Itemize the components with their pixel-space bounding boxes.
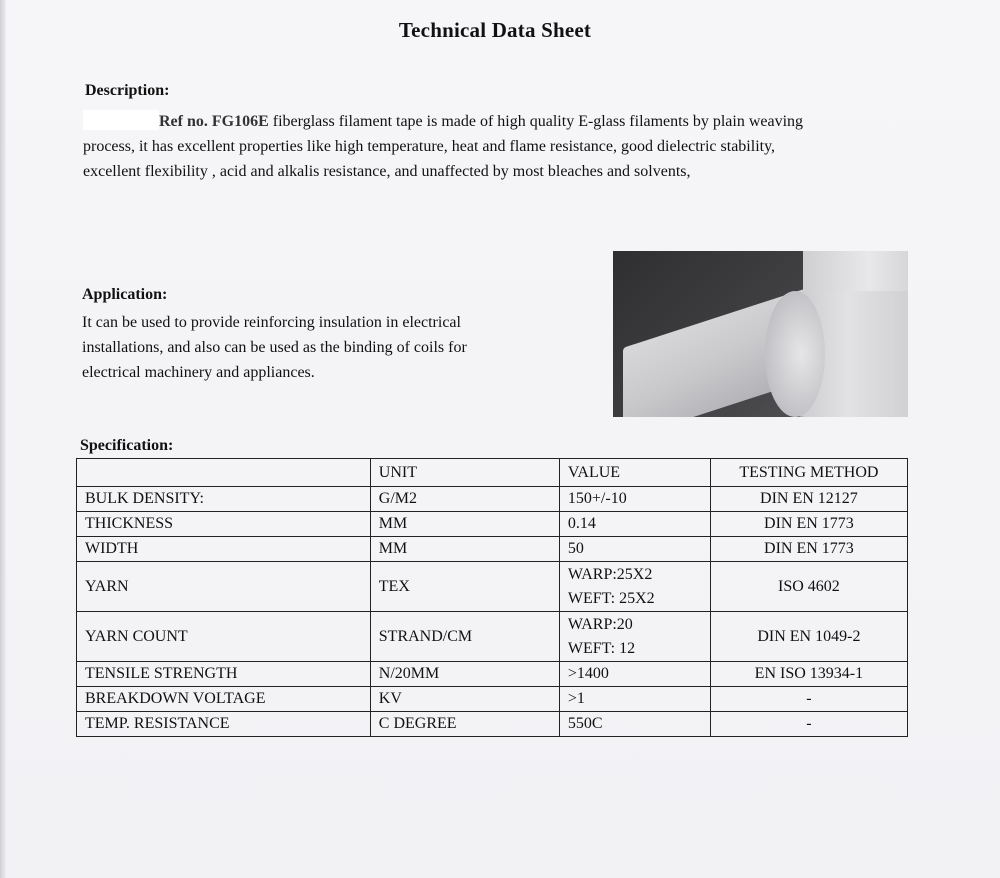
description-line-1-text: fiberglass filament tape is made of high quality E-glass filaments by plain weaving [268,113,804,130]
cell-method: - [710,687,907,712]
table-row [77,612,908,662]
description-line-3: excellent flexibility , acid and alkalis resistance, and unaffected by most bleaches and solvents, [83,163,691,180]
cell-unit: KV [370,687,559,712]
application-line-3: electrical machinery and appliances. [82,364,315,381]
cell-method: ISO 4602 [710,562,907,612]
cell-value [559,562,710,612]
specification-table [76,458,908,737]
application-body [82,310,522,385]
value-warp: WARP:25X2 [567,565,653,583]
scan-edge [0,0,6,878]
table-row [77,487,908,512]
value-weft: WEFT: 12 [567,639,636,657]
cell-method: - [710,712,907,737]
cell-unit: MM [370,512,559,537]
redaction-block [83,110,159,130]
table-row [77,687,908,712]
value-warp: WARP:20 [567,615,633,633]
cell-unit: TEX [370,562,559,612]
description-line-2: process, it has excellent properties like high temperature, heat and flame resistance, good dielectric stability, [83,138,776,155]
header-unit: UNIT [370,459,559,487]
header-value: VALUE [559,459,710,487]
table-row [77,662,908,687]
cell-property: BULK DENSITY: [77,487,371,512]
cell-method: DIN EN 1773 [710,512,907,537]
value-weft: WEFT: 25X2 [567,589,655,607]
cell-value: >1 [559,687,710,712]
header-testing-method: TESTING METHOD [710,459,907,487]
application-heading: Application: [82,286,168,303]
reference-number: Ref no. FG106E [159,113,269,130]
specification-heading: Specification: [80,437,174,454]
header-property [77,459,371,487]
cell-property: YARN COUNT [77,612,371,662]
cell-value: 550C [559,712,710,737]
description-body [83,109,903,184]
table-header-row [77,459,908,487]
cell-unit: MM [370,537,559,562]
cell-unit: C DEGREE [370,712,559,737]
cell-value [559,612,710,662]
cell-value: 150+/-10 [559,487,710,512]
cell-method: EN ISO 13934-1 [710,662,907,687]
table-row [77,712,908,737]
cell-value: >1400 [559,662,710,687]
application-line-2: installations, and also can be used as the binding of coils for [82,339,467,356]
cell-property: TENSILE STRENGTH [77,662,371,687]
tape-roll-face [765,291,825,417]
table-row [77,537,908,562]
cell-method: DIN EN 1773 [710,537,907,562]
cell-unit: STRAND/CM [370,612,559,662]
product-photo [613,251,908,417]
cell-property: YARN [77,562,371,612]
cell-method: DIN EN 1049-2 [710,612,907,662]
description-heading: Description: [85,82,170,99]
cell-property: WIDTH [77,537,371,562]
cell-property: THICKNESS [77,512,371,537]
cell-value: 50 [559,537,710,562]
cell-unit: N/20MM [370,662,559,687]
cell-property: BREAKDOWN VOLTAGE [77,687,371,712]
cell-value: 0.14 [559,512,710,537]
cell-unit: G/M2 [370,487,559,512]
table-row [77,512,908,537]
cell-method: DIN EN 12127 [710,487,907,512]
cell-property: TEMP. RESISTANCE [77,712,371,737]
table-row [77,562,908,612]
application-line-1: It can be used to provide reinforcing insulation in electrical [82,314,461,331]
description-line-1 [83,109,903,134]
document-title: Technical Data Sheet [398,18,592,42]
